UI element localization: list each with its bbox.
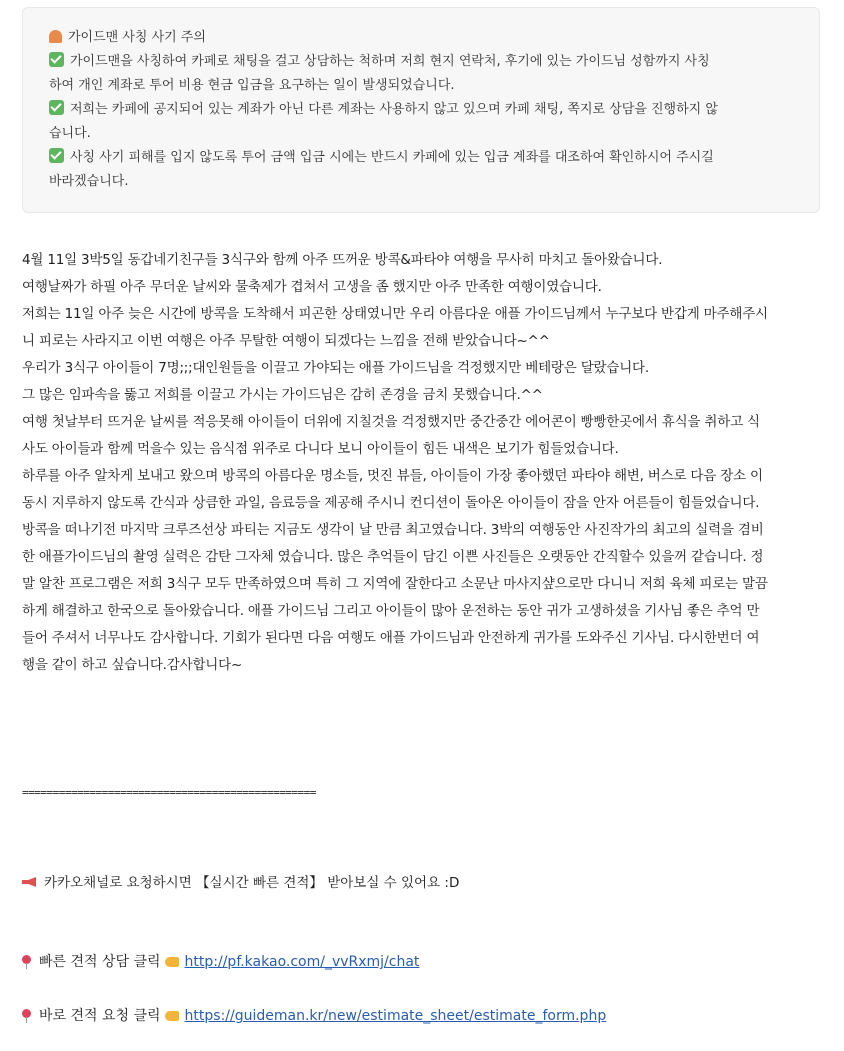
check-icon: [49, 52, 64, 67]
review-line: 여행날짜가 하필 아주 무더운 날씨와 물축제가 겹쳐서 고생을 좀 했지만 아주 만족한 여행이였습니다.: [22, 279, 602, 295]
notice-item-text: 가이드맨을 사칭하여 카페로 채팅을 걸고 상담하는 척하며 저희 현지 연락처, 후기에 있는 가이드님 성함까지 사칭: [70, 54, 710, 69]
review-body: [22, 247, 822, 679]
notice-item-continued: [49, 74, 799, 98]
review-line: 여행 첫날부터 뜨거운 날씨를 적응못해 아이들이 더위에 지칠것을 걱정했지만 중간중간 에어콘이 빵빵한곳에서 휴식을 취하고 식: [22, 414, 760, 430]
pointing-hand-icon: [165, 1011, 179, 1021]
review-line: 방콕을 떠나기전 마지막 크루즈선상 파티는 지금도 생각이 날 만큼 최고였습니다. 3박의 여행동안 사진작가의 최고의 실력을 겸비: [22, 522, 764, 538]
check-icon: [49, 100, 64, 115]
review-line: 한 애플가이드님의 촬영 실력은 감탄 그자체 였습니다. 많은 추억들이 담긴 이쁜 사진들은 오랫동안 간직할수 있을꺼 같습니다. 정: [22, 549, 764, 565]
notice-item-continued: [49, 122, 799, 146]
bell-icon: [49, 30, 62, 43]
review-line: 하게 해결하고 한국으로 돌아왔습니다. 애플 가이드님 그리고 아이들이 많아 운전하는 동안 귀가 고생하셨을 기사님 좋은 추억 만: [22, 603, 760, 619]
quick-consult-link[interactable]: http://pf.kakao.com/_vvRxmj/chat: [184, 954, 420, 970]
notice-item: [49, 50, 799, 74]
estimate-request-row: [22, 1005, 606, 1025]
kakao-channel-text: 카카오채널로 요청하시면 【실시간 빠른 견적】 받아보실 수 있어요 :D: [44, 875, 460, 891]
notice-item-text: 사칭 사기 피해를 입지 않도록 투어 금액 입금 시에는 반드시 카페에 있는 입금 계좌를 대조하여 확인하시어 주시길: [70, 150, 714, 165]
review-line: 4월 11일 3박5일 동갑네기친구들 3식구와 함께 아주 뜨꺼운 방콕&파타야 여행을 무사히 마치고 돌아왔습니다.: [22, 252, 663, 268]
notice-title: [49, 26, 799, 50]
megaphone-icon: [22, 877, 36, 887]
quick-consult-row: [22, 951, 419, 971]
review-line: 동시 지루하지 않도록 간식과 상큼한 과일, 음료등을 제공해 주시니 컨디션이 돌아온 아이들이 잠을 안자 어른들이 힘들었습니다.: [22, 495, 760, 511]
notice-item-text: 저희는 카페에 공지되어 있는 계좌가 아닌 다른 계좌는 사용하지 않고 있으며 카페 채팅, 쪽지로 상담을 진행하지 않: [70, 102, 718, 117]
pin-icon: [22, 955, 31, 964]
review-line: 행을 같이 하고 싶습니다.감사합니다~: [22, 657, 243, 673]
notice-title-text: 가이드맨 사칭 사기 주의: [68, 30, 206, 45]
notice-item-text: 하여 개인 계좌로 투어 비용 현금 입금을 요구하는 일이 발생되었습니다.: [49, 78, 455, 93]
notice-item-text: 습니다.: [49, 126, 91, 141]
notice-item: [49, 98, 799, 122]
notice-item: [49, 146, 799, 170]
review-line: 사도 아이들과 함께 먹을수 있는 음식점 위주로 다니다 보니 아이들이 힘든 내색은 보기가 힘들었습니다.: [22, 441, 619, 457]
review-line: 저희는 11일 아주 늦은 시간에 방콕을 도착해서 피곤한 상태였니만 우리 아름다운 애플 가이드님께서 누구보다 반갑게 마주해주시: [22, 306, 768, 322]
estimate-request-link[interactable]: https://guideman.kr/new/estimate_sheet/estimate_form.php: [184, 1008, 607, 1024]
pin-icon: [22, 1009, 31, 1018]
estimate-request-label: 바로 견적 요청 클릭: [39, 1008, 161, 1024]
review-line: 말 알찬 프로그램은 저희 3식구 모두 만족하였으며 특히 그 지역에 잘한다고 소문난 마사지샾으로만 다니니 저희 육체 피로는 말끔: [22, 576, 768, 592]
review-line: 들어 주셔서 너무나도 감사합니다. 기회가 된다면 다음 여행도 애플 가이드님과 안전하게 귀가를 도와주신 기사님. 다시한번더 여: [22, 630, 760, 646]
quick-consult-label: 빠른 견적 상담 클릭: [39, 954, 161, 970]
scam-notice-box: [22, 7, 820, 213]
pointing-hand-icon: [165, 957, 179, 967]
review-line: 니 피로는 사라지고 이번 여행은 아주 무탈한 여행이 되겠다는 느낌을 전해 받았습니다~^^: [22, 333, 550, 349]
kakao-channel-note: [22, 871, 459, 891]
notice-item-text: 바라겠습니다.: [49, 174, 129, 189]
separator-line: ================================================: [22, 786, 316, 799]
review-line: 그 많은 임파속을 뚫고 저희를 이끌고 가시는 가이드님은 감히 존경을 금치 못했습니다.^^: [22, 387, 543, 403]
review-line: 하루를 아주 알차게 보내고 왔으며 방콕의 아름다운 명소들, 멋진 뷰들, 아이들이 가장 좋아했던 파타야 해변, 버스로 다음 장소 이: [22, 468, 763, 484]
review-line: 우리가 3식구 아이들이 7명;;;대인원들을 이끌고 가야되는 애플 가이드님을 걱정했지만 베테랑은 달랐습니다.: [22, 360, 649, 376]
notice-item-continued: [49, 170, 799, 194]
check-icon: [49, 148, 64, 163]
